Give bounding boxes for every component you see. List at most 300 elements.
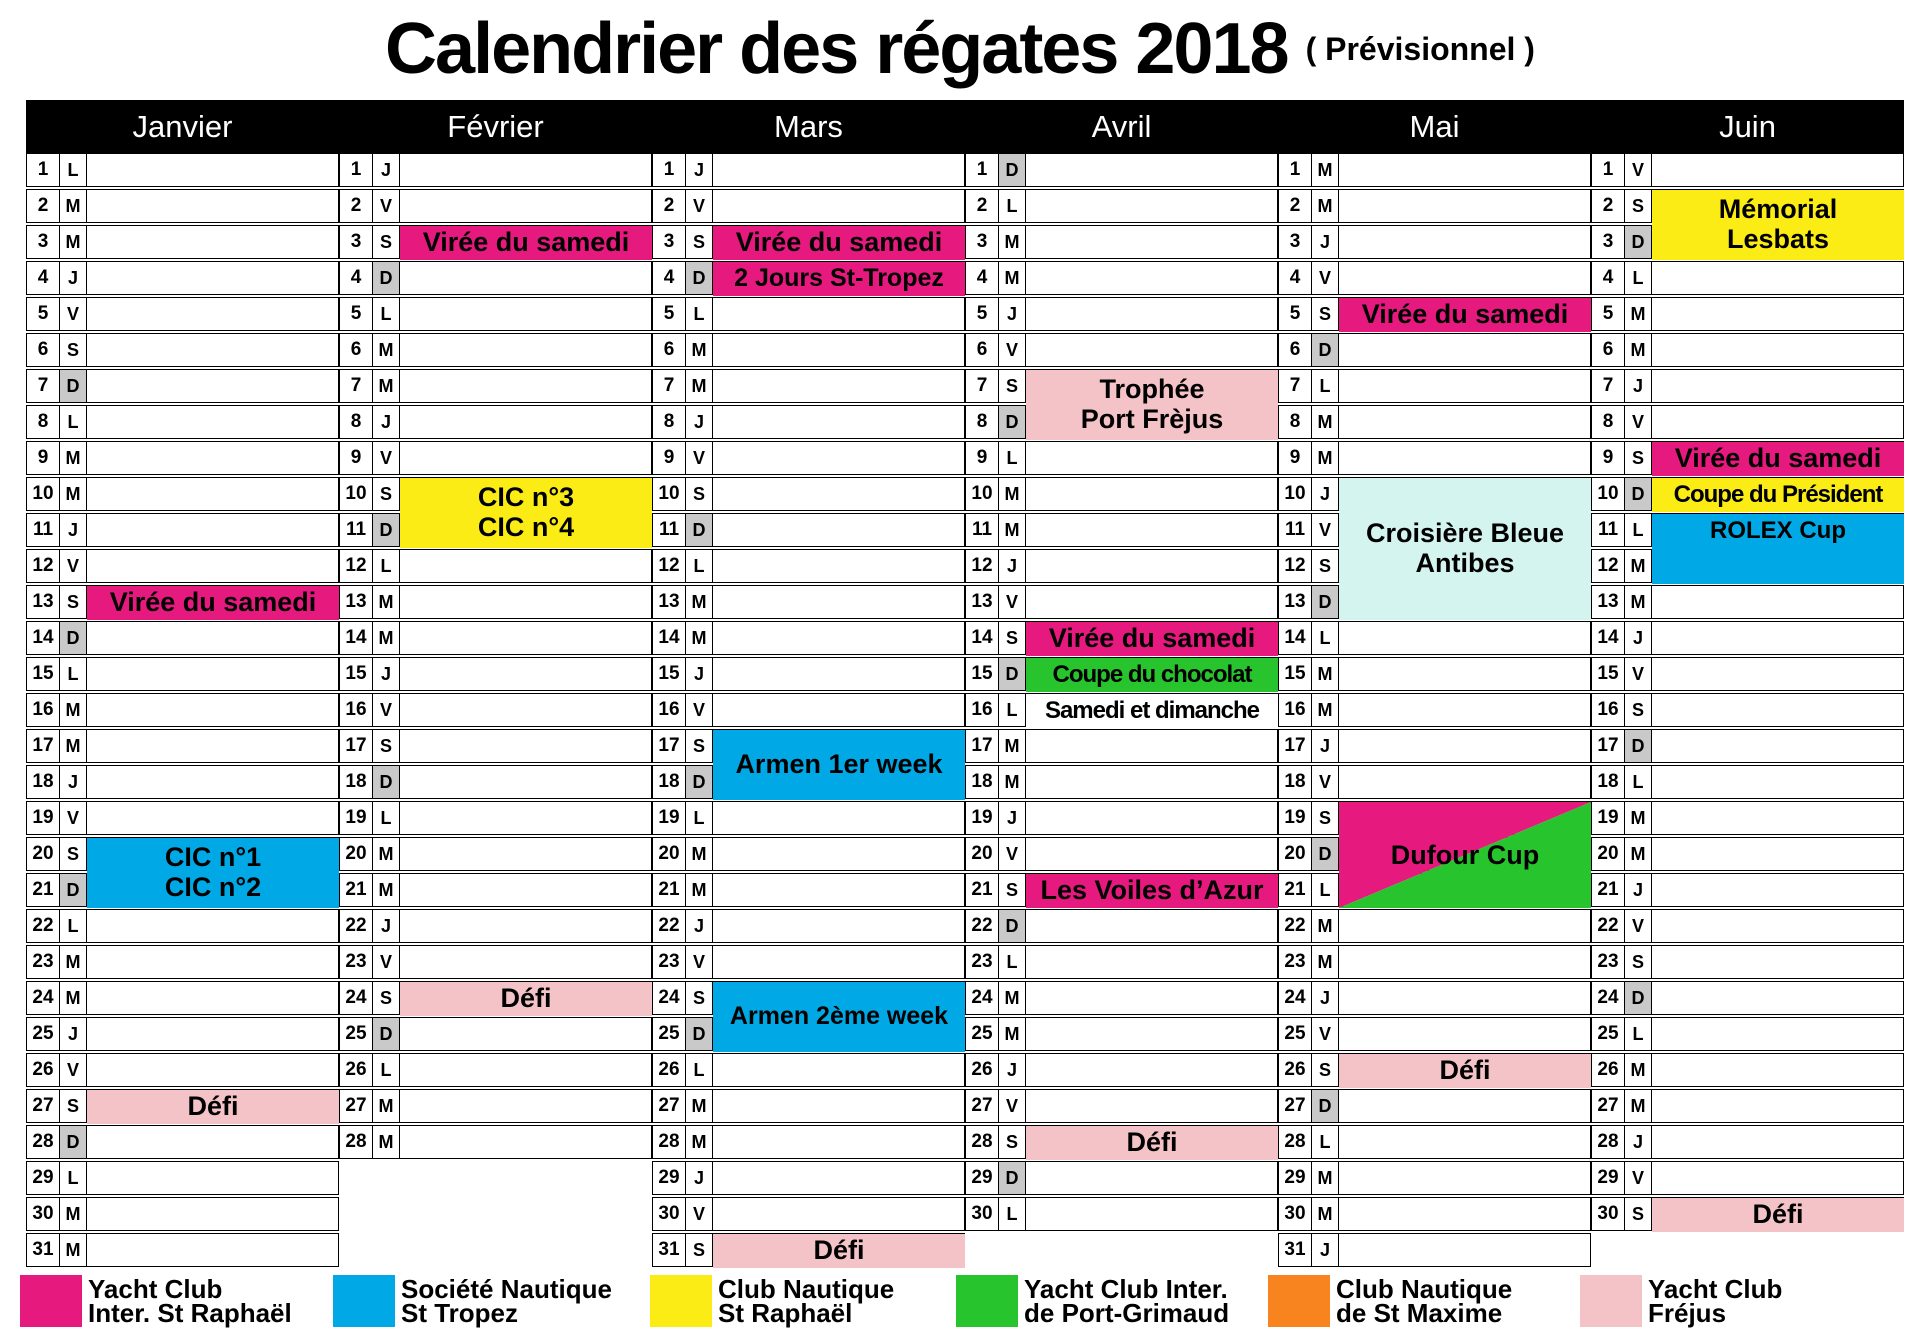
weekday-letter: S (373, 226, 400, 258)
weekday-letter: M (686, 838, 713, 870)
weekday-letter: M (999, 730, 1026, 762)
day-number: 24 (1279, 982, 1312, 1014)
day-cell (400, 622, 651, 654)
weekday-letter: S (999, 622, 1026, 654)
weekday-letter: M (1312, 190, 1339, 222)
day-number: 20 (653, 838, 686, 870)
weekday-letter: S (60, 334, 87, 366)
weekday-letter: D (60, 622, 87, 654)
event-label: Dufour Cup (1390, 839, 1540, 870)
day-number: 22 (27, 910, 60, 942)
weekday-letter: M (686, 586, 713, 618)
day-number: 22 (1279, 910, 1312, 942)
day-number: 21 (966, 874, 999, 906)
day-row (339, 657, 652, 691)
legend-swatch (956, 1275, 1018, 1327)
day-row (1591, 585, 1904, 619)
weekday-letter: J (1625, 1126, 1652, 1158)
day-row (339, 1053, 652, 1087)
event-block (1026, 874, 1278, 908)
day-number: 24 (27, 982, 60, 1014)
day-row (1591, 909, 1904, 943)
day-cell (1652, 838, 1903, 870)
day-number: 16 (27, 694, 60, 726)
day-number: 12 (1592, 550, 1625, 582)
event-block (713, 226, 965, 260)
day-row (965, 1089, 1278, 1123)
day-number: 5 (1279, 298, 1312, 330)
legend-label: Club Nautique de St Maxime (1336, 1274, 1513, 1328)
day-number: 8 (966, 406, 999, 438)
weekday-letter: V (1312, 766, 1339, 798)
weekday-letter: M (1625, 838, 1652, 870)
day-row (1591, 1125, 1904, 1159)
day-number: 7 (966, 370, 999, 402)
weekday-letter: M (1312, 1198, 1339, 1230)
day-number: 30 (1279, 1198, 1312, 1230)
event-block (1026, 658, 1278, 692)
day-cell (713, 946, 964, 978)
day-cell (87, 766, 338, 798)
day-row (339, 1089, 652, 1123)
day-number: 19 (340, 802, 373, 834)
day-cell (713, 586, 964, 618)
weekday-letter: S (1312, 298, 1339, 330)
day-row (339, 837, 652, 871)
day-number: 16 (1279, 694, 1312, 726)
weekday-letter: M (1312, 154, 1339, 186)
day-cell (400, 802, 651, 834)
day-row (652, 477, 965, 511)
day-number: 9 (1279, 442, 1312, 474)
day-row (339, 873, 652, 907)
day-cell (1652, 658, 1903, 690)
day-number: 6 (27, 334, 60, 366)
day-number: 18 (27, 766, 60, 798)
day-number: 27 (1592, 1090, 1625, 1122)
day-cell (1026, 550, 1277, 582)
day-cell (1339, 910, 1590, 942)
day-row (1591, 873, 1904, 907)
day-number: 28 (340, 1126, 373, 1158)
day-number: 26 (340, 1054, 373, 1086)
day-cell (400, 1090, 651, 1122)
day-row (1591, 153, 1904, 187)
day-cell (1652, 1126, 1903, 1158)
event-block (1652, 478, 1904, 512)
weekday-letter: D (686, 1018, 713, 1050)
day-row (26, 549, 339, 583)
day-number: 26 (27, 1054, 60, 1086)
weekday-letter: D (1312, 838, 1339, 870)
day-number: 10 (1279, 478, 1312, 510)
day-cell (400, 658, 651, 690)
day-row (652, 621, 965, 655)
day-row (1591, 837, 1904, 871)
day-cell (1652, 874, 1903, 906)
day-number: 29 (27, 1162, 60, 1194)
event-label: Coupe du chocolat (1052, 660, 1252, 688)
weekday-letter: S (60, 838, 87, 870)
weekday-letter: D (60, 370, 87, 402)
weekday-letter: D (1625, 478, 1652, 510)
day-cell (400, 154, 651, 186)
weekday-letter: J (999, 550, 1026, 582)
weekday-letter: D (686, 262, 713, 294)
day-number: 11 (27, 514, 60, 546)
weekday-letter: M (999, 1018, 1026, 1050)
legend (20, 1270, 1910, 1330)
day-row (26, 297, 339, 331)
day-number: 31 (1279, 1234, 1312, 1266)
weekday-letter: J (1312, 226, 1339, 258)
weekday-letter: L (60, 1162, 87, 1194)
day-cell (1339, 226, 1590, 258)
day-row (26, 189, 339, 223)
day-number: 19 (1592, 802, 1625, 834)
weekday-letter: D (373, 1018, 400, 1050)
weekday-letter: M (686, 622, 713, 654)
weekday-letter: D (686, 514, 713, 546)
event-block (87, 586, 339, 620)
day-cell (1339, 658, 1590, 690)
day-row (1278, 765, 1591, 799)
legend-label: Club Nautique St Raphaël (718, 1274, 895, 1328)
day-cell (1652, 910, 1903, 942)
day-number: 5 (340, 298, 373, 330)
day-row (652, 369, 965, 403)
weekday-letter: M (373, 622, 400, 654)
event-label: Armen 2ème week (729, 1002, 949, 1031)
day-row (339, 297, 652, 331)
weekday-letter: J (373, 154, 400, 186)
day-row (1278, 981, 1591, 1015)
day-number: 15 (340, 658, 373, 690)
day-row (1591, 297, 1904, 331)
day-number: 21 (1279, 874, 1312, 906)
day-cell (400, 370, 651, 402)
day-cell (87, 910, 338, 942)
day-number: 26 (1279, 1054, 1312, 1086)
day-number: 29 (653, 1162, 686, 1194)
weekday-letter: S (373, 730, 400, 762)
legend-item (1580, 1275, 1782, 1327)
day-number: 26 (1592, 1054, 1625, 1086)
event-label: Trophée (1099, 374, 1205, 405)
day-row (965, 261, 1278, 295)
day-number: 30 (966, 1198, 999, 1230)
weekday-letter: S (686, 478, 713, 510)
day-number: 12 (653, 550, 686, 582)
day-cell (400, 838, 651, 870)
day-number: 15 (1279, 658, 1312, 690)
weekday-letter: S (60, 586, 87, 618)
weekday-letter: L (999, 190, 1026, 222)
weekday-letter: L (999, 1198, 1026, 1230)
weekday-letter: S (1312, 1054, 1339, 1086)
day-cell (87, 1054, 338, 1086)
day-row (652, 333, 965, 367)
weekday-letter: V (373, 946, 400, 978)
day-number: 29 (1592, 1162, 1625, 1194)
day-number: 7 (27, 370, 60, 402)
event-label: Port Frèjus (1080, 404, 1224, 434)
legend-item (1268, 1275, 1512, 1327)
day-cell (87, 622, 338, 654)
weekday-letter: L (1312, 622, 1339, 654)
day-number: 2 (1592, 190, 1625, 222)
day-cell (1026, 514, 1277, 546)
day-number: 12 (1279, 550, 1312, 582)
event-block (1026, 622, 1278, 656)
day-cell (1026, 190, 1277, 222)
weekday-letter: S (1625, 190, 1652, 222)
day-row (26, 801, 339, 835)
day-number: 25 (340, 1018, 373, 1050)
event-label: Virée du samedi (422, 227, 630, 258)
day-number: 24 (653, 982, 686, 1014)
day-number: 23 (1279, 946, 1312, 978)
day-cell (713, 1090, 964, 1122)
weekday-letter: S (1312, 802, 1339, 834)
page-subtitle: ( Prévisionnel ) (1305, 30, 1535, 67)
weekday-letter: L (1625, 262, 1652, 294)
day-number: 14 (340, 622, 373, 654)
weekday-letter: D (1312, 586, 1339, 618)
event-block (87, 838, 339, 908)
day-number: 9 (27, 442, 60, 474)
day-row (1278, 657, 1591, 691)
day-cell (87, 154, 338, 186)
day-cell (400, 334, 651, 366)
day-cell (1339, 1018, 1590, 1050)
day-cell (400, 874, 651, 906)
event-block (713, 262, 965, 296)
day-row (339, 261, 652, 295)
day-cell (1652, 982, 1903, 1014)
legend-label: Yacht Club Inter. de Port-Grimaud (1024, 1274, 1230, 1328)
weekday-letter: L (373, 802, 400, 834)
day-row (26, 1197, 339, 1231)
day-row (965, 765, 1278, 799)
day-row (26, 369, 339, 403)
day-cell (400, 442, 651, 474)
day-cell (87, 694, 338, 726)
day-cell (713, 478, 964, 510)
weekday-letter: V (1312, 1018, 1339, 1050)
weekday-letter: S (999, 1126, 1026, 1158)
day-cell (400, 946, 651, 978)
month-header: Avril (965, 100, 1278, 153)
day-cell (400, 262, 651, 294)
weekday-letter: D (1625, 730, 1652, 762)
day-row (26, 657, 339, 691)
weekday-letter: V (999, 334, 1026, 366)
day-row (1278, 369, 1591, 403)
day-cell (713, 802, 964, 834)
day-row (339, 333, 652, 367)
day-cell (1652, 1090, 1903, 1122)
day-number: 14 (1279, 622, 1312, 654)
day-row (339, 441, 652, 475)
weekday-letter: M (60, 478, 87, 510)
weekday-letter: L (60, 910, 87, 942)
day-row (26, 153, 339, 187)
day-row (1591, 621, 1904, 655)
day-cell (713, 334, 964, 366)
day-number: 8 (27, 406, 60, 438)
day-cell (1652, 766, 1903, 798)
day-number: 13 (966, 586, 999, 618)
day-number: 2 (653, 190, 686, 222)
weekday-letter: J (1312, 982, 1339, 1014)
day-row (965, 801, 1278, 835)
day-cell (713, 442, 964, 474)
weekday-letter: J (999, 298, 1026, 330)
weekday-letter: L (999, 694, 1026, 726)
event-block (400, 982, 652, 1016)
weekday-letter: V (60, 802, 87, 834)
day-cell (713, 1126, 964, 1158)
day-number: 20 (1279, 838, 1312, 870)
day-number: 1 (1592, 154, 1625, 186)
day-row (1591, 657, 1904, 691)
day-cell (400, 1054, 651, 1086)
weekday-letter: V (373, 442, 400, 474)
day-row (965, 477, 1278, 511)
day-number: 11 (966, 514, 999, 546)
day-cell (400, 190, 651, 222)
weekday-letter: V (373, 694, 400, 726)
day-cell (1652, 298, 1903, 330)
day-row (1278, 261, 1591, 295)
weekday-letter: J (60, 262, 87, 294)
weekday-letter: S (373, 982, 400, 1014)
day-number: 4 (27, 262, 60, 294)
day-row (652, 1125, 965, 1159)
weekday-letter: J (1312, 1234, 1339, 1266)
day-number: 8 (1592, 406, 1625, 438)
day-number: 13 (653, 586, 686, 618)
event-label: Armen 1er week (735, 749, 943, 780)
weekday-letter: S (1625, 694, 1652, 726)
day-row (26, 1053, 339, 1087)
day-row (652, 585, 965, 619)
weekday-letter: M (373, 838, 400, 870)
day-row (965, 837, 1278, 871)
day-cell (400, 910, 651, 942)
day-number: 7 (1592, 370, 1625, 402)
day-row (26, 225, 339, 259)
day-number: 10 (653, 478, 686, 510)
month-column (965, 153, 1278, 1269)
weekday-letter: M (999, 262, 1026, 294)
day-number: 21 (27, 874, 60, 906)
day-number: 1 (27, 154, 60, 186)
day-row (1278, 441, 1591, 475)
day-number: 3 (966, 226, 999, 258)
day-number: 24 (966, 982, 999, 1014)
weekday-letter: D (686, 766, 713, 798)
month-header: Mars (652, 100, 965, 153)
day-cell (1339, 1198, 1590, 1230)
weekday-letter: M (686, 334, 713, 366)
event-label: 2 Jours St-Tropez (734, 264, 944, 293)
month-column (26, 153, 339, 1269)
day-row (652, 1053, 965, 1087)
day-number: 26 (966, 1054, 999, 1086)
event-block (1339, 478, 1591, 620)
day-number: 22 (653, 910, 686, 942)
weekday-letter: M (1312, 442, 1339, 474)
day-number: 14 (1592, 622, 1625, 654)
day-number: 14 (653, 622, 686, 654)
weekday-letter: D (373, 514, 400, 546)
weekday-letter: V (999, 586, 1026, 618)
weekday-letter: D (373, 262, 400, 294)
weekday-letter: J (60, 514, 87, 546)
day-cell (1652, 334, 1903, 366)
day-number: 10 (966, 478, 999, 510)
month-header: Février (339, 100, 652, 153)
day-cell (400, 1018, 651, 1050)
day-row (1591, 945, 1904, 979)
day-cell (1026, 838, 1277, 870)
weekday-letter: V (686, 946, 713, 978)
day-row (1278, 225, 1591, 259)
day-cell (1652, 946, 1903, 978)
weekday-letter: V (1625, 154, 1652, 186)
day-row (339, 693, 652, 727)
day-cell (1652, 730, 1903, 762)
day-number: 8 (340, 406, 373, 438)
day-cell (1339, 154, 1590, 186)
day-cell (1339, 1162, 1590, 1194)
day-cell (1339, 406, 1590, 438)
event-block (713, 982, 965, 1052)
weekday-letter: M (686, 1090, 713, 1122)
day-number: 24 (340, 982, 373, 1014)
legend-item (333, 1275, 612, 1327)
day-row (26, 729, 339, 763)
day-cell (1652, 262, 1903, 294)
weekday-letter: M (1312, 1162, 1339, 1194)
day-cell (87, 658, 338, 690)
event-label: CIC n°1 (164, 842, 262, 873)
day-number: 6 (966, 334, 999, 366)
event-label: Défi (187, 1091, 239, 1122)
day-number: 17 (340, 730, 373, 762)
day-row (652, 873, 965, 907)
day-cell (1026, 262, 1277, 294)
day-cell (713, 154, 964, 186)
day-cell (1026, 226, 1277, 258)
weekday-letter: J (60, 1018, 87, 1050)
day-number: 23 (966, 946, 999, 978)
page-title: Calendrier des régates 2018 (385, 9, 1288, 89)
day-number: 27 (966, 1090, 999, 1122)
day-number: 20 (340, 838, 373, 870)
day-row (652, 441, 965, 475)
day-cell (87, 370, 338, 402)
weekday-letter: M (373, 334, 400, 366)
day-row (652, 837, 965, 871)
day-cell (400, 694, 651, 726)
day-cell (87, 442, 338, 474)
weekday-letter: L (60, 154, 87, 186)
day-cell (87, 298, 338, 330)
weekday-letter: J (686, 1162, 713, 1194)
